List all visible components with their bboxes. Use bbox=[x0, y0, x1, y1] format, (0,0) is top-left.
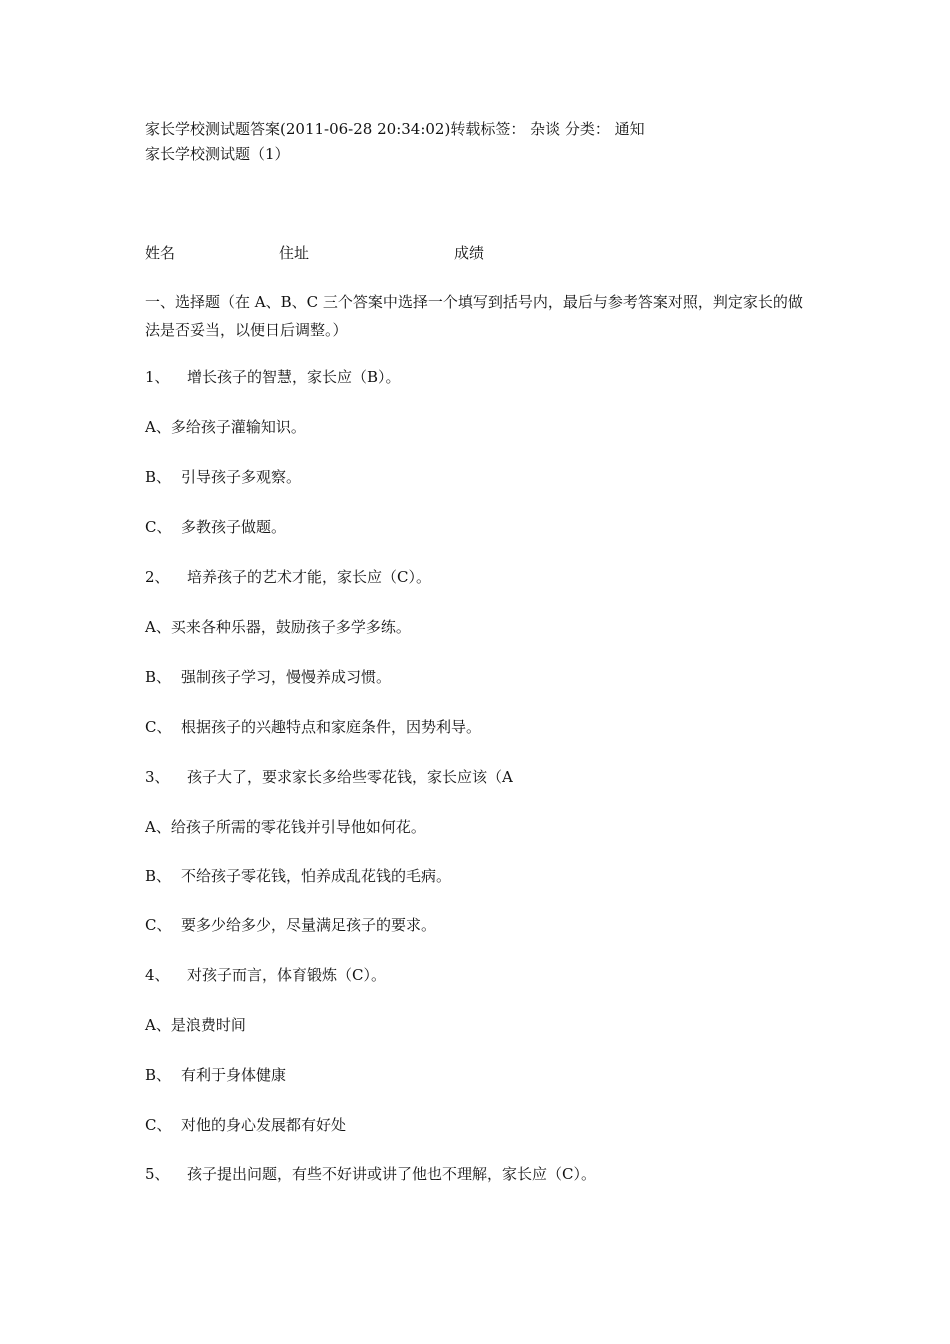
section-instruction: 一、选择题（在 A、B、C 三个答案中选择一个填写到括号内，最后与参考答案对照，判定家长的做法是否妥当，以便日后调整。） bbox=[145, 293, 803, 339]
option-label: B、 bbox=[145, 867, 172, 885]
question-1-option-a bbox=[145, 417, 306, 437]
option-label: B、 bbox=[145, 468, 172, 486]
question-text: 孩子提出问题，有些不好讲或讲了他也不理解，家长应（C）。 bbox=[187, 1165, 596, 1183]
option-text: 不给孩子零花钱，怕养成乱花钱的毛病。 bbox=[181, 867, 452, 885]
question-number: 1、 bbox=[145, 368, 170, 386]
option-text: 强制孩子学习，慢慢养成习惯。 bbox=[181, 668, 392, 686]
option-label: A、 bbox=[145, 818, 171, 836]
option-text: 买来各种乐器，鼓励孩子多学多练。 bbox=[170, 618, 411, 636]
question-3 bbox=[145, 767, 513, 787]
option-label: C、 bbox=[145, 518, 172, 536]
question-1-option-c bbox=[145, 517, 286, 537]
question-4-option-a bbox=[145, 1015, 246, 1035]
question-2-option-c bbox=[145, 717, 481, 737]
option-text: 有利于身体健康 bbox=[181, 1066, 287, 1084]
option-text: 要多少给多少，尽量满足孩子的要求。 bbox=[181, 916, 437, 934]
question-4-option-c bbox=[145, 1115, 346, 1135]
option-text: 对他的身心发展都有好处 bbox=[181, 1116, 347, 1134]
question-1 bbox=[145, 367, 401, 387]
option-text: 引导孩子多观察。 bbox=[181, 468, 302, 486]
option-text: 是浪费时间 bbox=[170, 1016, 246, 1034]
option-text: 根据孩子的兴趣特点和家庭条件，因势利导。 bbox=[181, 718, 482, 736]
option-text: 给孩子所需的零花钱并引导他如何花。 bbox=[170, 818, 426, 836]
option-label: C、 bbox=[145, 916, 172, 934]
question-number: 2、 bbox=[145, 568, 170, 586]
score-field-label: 成绩 bbox=[454, 244, 485, 262]
question-text: 对孩子而言，体育锻炼（C）。 bbox=[187, 966, 386, 984]
name-field-label: 姓名 bbox=[145, 244, 176, 262]
question-2 bbox=[145, 567, 431, 587]
option-label: B、 bbox=[145, 668, 172, 686]
option-label: B、 bbox=[145, 1066, 172, 1084]
option-label: C、 bbox=[145, 1116, 172, 1134]
question-3-option-c bbox=[145, 915, 436, 935]
option-text: 多教孩子做题。 bbox=[181, 518, 287, 536]
question-number: 3、 bbox=[145, 768, 170, 786]
option-text: 多给孩子灌输知识。 bbox=[170, 418, 306, 436]
document-subtitle: 家长学校测试题（1） bbox=[145, 145, 290, 163]
question-number: 5、 bbox=[145, 1165, 170, 1183]
question-text: 增长孩子的智慧，家长应（B）。 bbox=[187, 368, 401, 386]
question-2-option-a bbox=[145, 617, 411, 637]
question-1-option-b bbox=[145, 467, 301, 487]
address-field-label: 住址 bbox=[279, 244, 310, 262]
question-4 bbox=[145, 965, 386, 985]
question-4-option-b bbox=[145, 1065, 286, 1085]
document-title-line: 家长学校测试题答案(2011-06-28 20:34:02)转载标签： 杂谈 分类： 通知 bbox=[145, 120, 645, 138]
question-3-option-a bbox=[145, 817, 426, 837]
question-text: 孩子大了，要求家长多给些零花钱，家长应该（A bbox=[187, 768, 513, 786]
question-2-option-b bbox=[145, 667, 391, 687]
option-label: A、 bbox=[145, 618, 171, 636]
question-number: 4、 bbox=[145, 966, 170, 984]
option-label: A、 bbox=[145, 418, 171, 436]
question-5 bbox=[145, 1164, 596, 1184]
question-3-option-b bbox=[145, 866, 451, 886]
question-text: 培养孩子的艺术才能，家长应（C）。 bbox=[187, 568, 431, 586]
option-label: A、 bbox=[145, 1016, 171, 1034]
option-label: C、 bbox=[145, 718, 172, 736]
